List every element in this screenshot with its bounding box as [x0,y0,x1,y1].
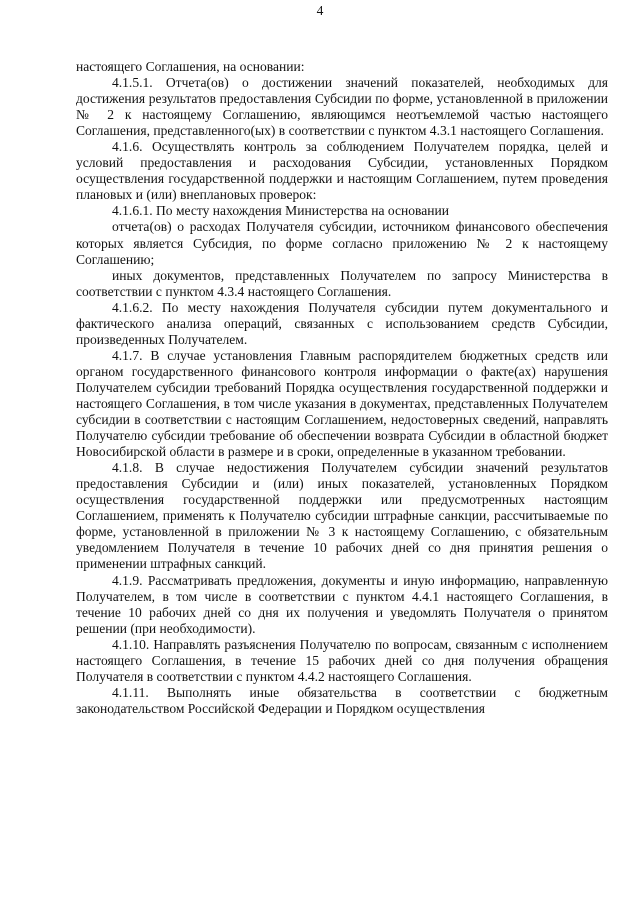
paragraph: отчета(ов) о расходах Получателя субсидии, источником финансового обеспечения которых является Субсидия, по форме согласно приложению № 2 к настоящему Соглашению; [76,219,608,267]
page-number: 4 [316,3,324,18]
paragraph: 4.1.9. Рассматривать предложения, документы и иную информацию, направленную Получателем, в том числе в соответствии с пунктом 4.4.1 настоящего Соглашения, в течение 10 рабочих дней со дня их получения и уведомлять Получателя о принятом решении (при необходимости). [76,572,608,636]
paragraph: 4.1.8. В случае недостижения Получателем субсидии значений результатов предоставления Субсидии и (или) иных показателей, установленных Порядком осуществления государственной поддержки или предусмотренных настоящим Соглашением, применять к Получателю субсидии штрафные санкции, рассчитываемые по форме, установленной в приложении № 3 к настоящему Соглашению, с обязательным уведомлением Получателя в течение 10 рабочих дней со дня принятия решения о применении штрафных санкций. [76,460,608,572]
document-body [76,59,608,717]
paragraph: иных документов, представленных Получателем по запросу Министерства в соответствии с пунктом 4.3.4 настоящего Соглашения. [76,267,608,299]
paragraph: 4.1.6.2. По месту нахождения Получателя субсидии путем документального и фактического анализа операций, связанных с использованием средств Субсидии, произведенных Получателем. [76,299,608,347]
paragraph: 4.1.7. В случае установления Главным распорядителем бюджетных средств или органом государственного финансового контроля информации о факте(ах) нарушения Получателем субсидии требований Порядка осуществления государственной поддержки и настоящего Соглашения, в том числе указания в документах, представленных Получателем субсидии в соответствии с настоящим Соглашением, недостоверных сведений, направлять Получателю субсидии требование об обеспечении возврата Субсидии в областной бюджет Новосибирской области в размере и в сроки, определенные в указанном требовании. [76,347,608,460]
paragraph: 4.1.10. Направлять разъяснения Получателю по вопросам, связанным с исполнением настоящего Соглашения, в течение 15 рабочих дней со дня получения обращения Получателя в соответствии с пунктом 4.4.2 настоящего Соглашения. [76,636,608,684]
paragraph: 4.1.11. Выполнять иные обязательства в соответствии с бюджетным законодательством Российской Федерации и Порядком осуществления [76,684,608,716]
paragraph: настоящего Соглашения, на основании: [76,59,305,74]
paragraph: 4.1.6. Осуществлять контроль за соблюдением Получателем порядка, целей и условий предоставления и расходования Субсидии, установленных Порядком осуществления государственной поддержки и настоящим Соглашением, путем проведения плановых и (или) внеплановых проверок: [76,139,608,203]
paragraph: 4.1.5.1. Отчета(ов) о достижении значений показателей, необходимых для достижения результатов предоставления Субсидии по форме, установленной в приложении № 2 к настоящему Соглашению, являющимся неотъемлемой частью настоящего Соглашения, представленного(ых) в соответствии с пунктом 4.3.1 настоящего Соглашения. [76,75,608,139]
paragraph: 4.1.6.1. По месту нахождения Министерства на основании [112,203,449,219]
